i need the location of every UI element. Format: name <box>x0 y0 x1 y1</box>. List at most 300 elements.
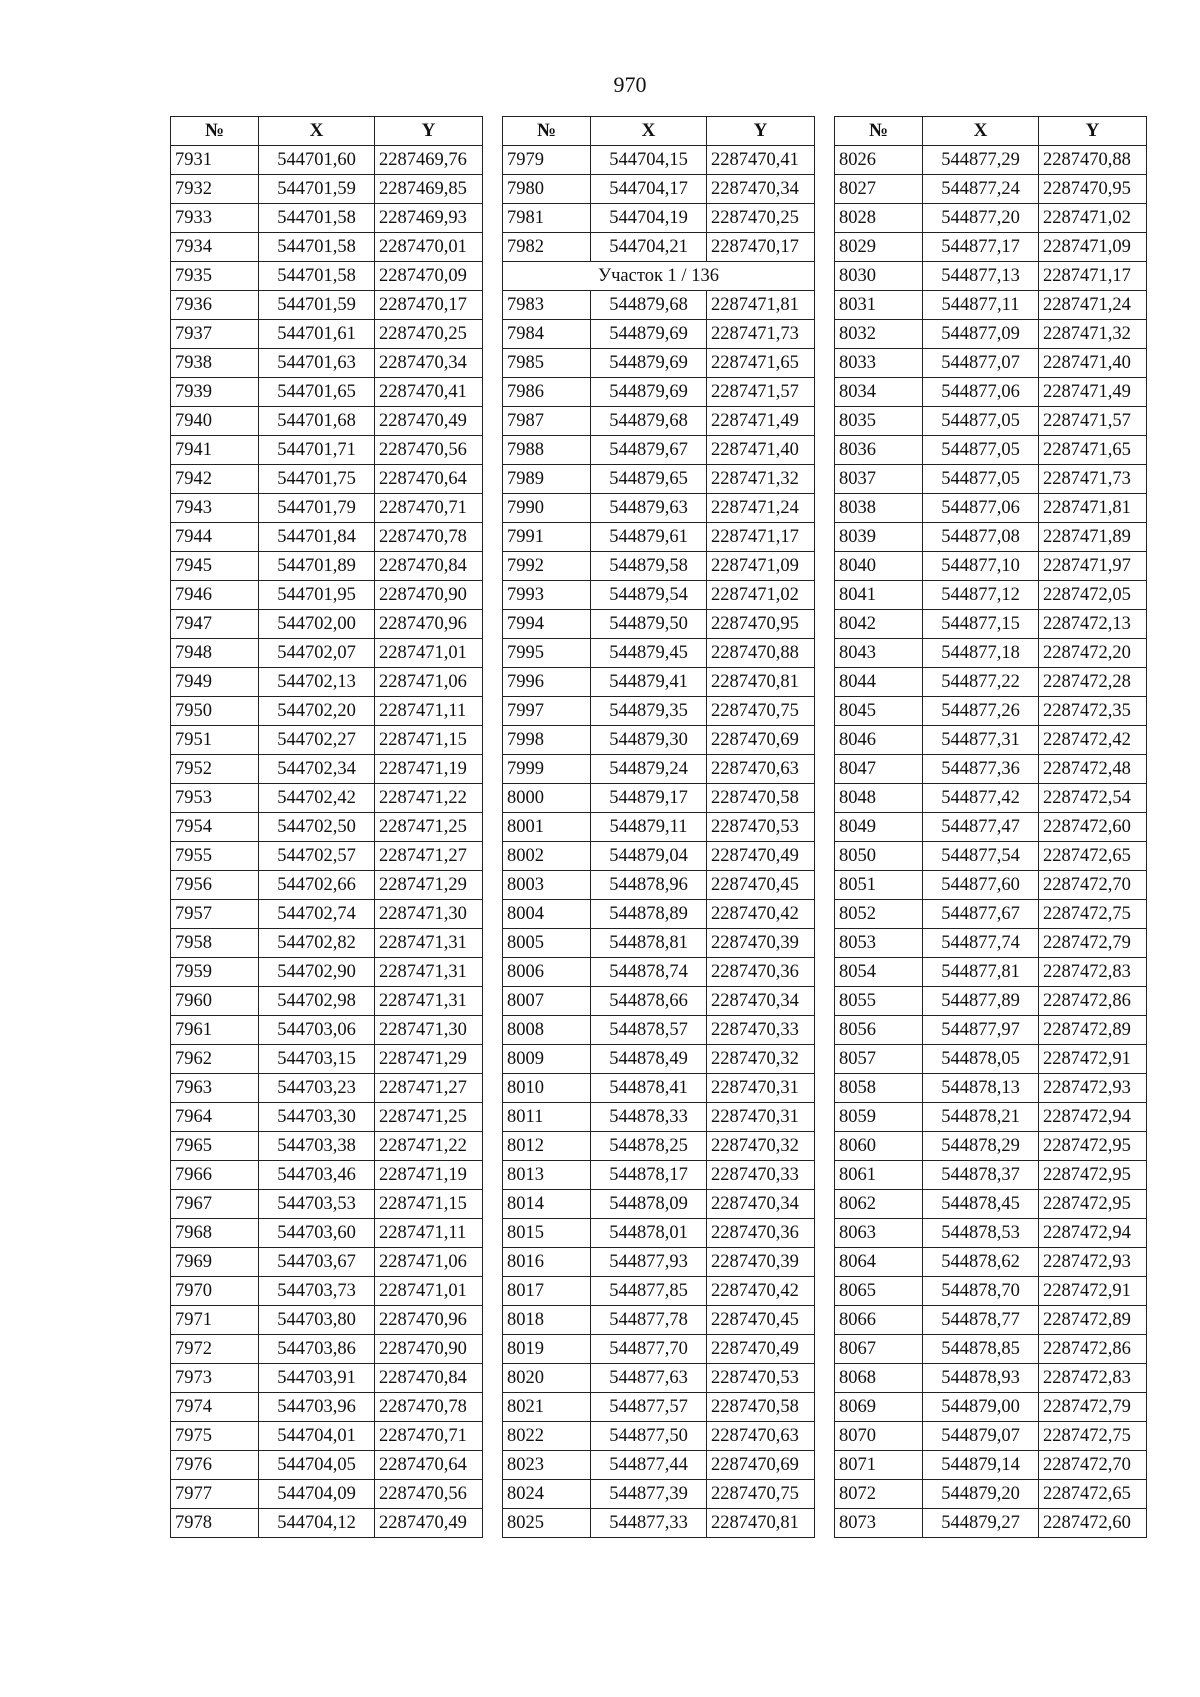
x-coordinate-cell: 544877,81 <box>923 958 1039 987</box>
x-coordinate-cell: 544879,20 <box>923 1480 1039 1509</box>
y-coordinate-cell: 2287471,22 <box>375 784 483 813</box>
y-coordinate-cell: 2287471,15 <box>375 1190 483 1219</box>
point-number-cell: 8049 <box>835 813 923 842</box>
x-coordinate-cell: 544877,50 <box>591 1422 707 1451</box>
point-number-cell: 7975 <box>171 1422 259 1451</box>
point-number-cell: 8040 <box>835 552 923 581</box>
table-row <box>503 1393 815 1422</box>
y-coordinate-cell: 2287471,06 <box>375 1248 483 1277</box>
table-row <box>835 1364 1147 1393</box>
point-number-cell: 7992 <box>503 552 591 581</box>
y-coordinate-cell: 2287470,32 <box>707 1045 815 1074</box>
x-coordinate-cell: 544879,30 <box>591 726 707 755</box>
table-row <box>835 1132 1147 1161</box>
x-coordinate-cell: 544878,49 <box>591 1045 707 1074</box>
table-row <box>503 175 815 204</box>
x-coordinate-cell: 544701,75 <box>259 465 375 494</box>
x-coordinate-cell: 544702,98 <box>259 987 375 1016</box>
x-coordinate-cell: 544877,70 <box>591 1335 707 1364</box>
x-coordinate-cell: 544877,26 <box>923 697 1039 726</box>
x-coordinate-cell: 544701,61 <box>259 320 375 349</box>
table-row <box>171 958 483 987</box>
table-row <box>835 1016 1147 1045</box>
table-row <box>503 436 815 465</box>
x-coordinate-cell: 544878,21 <box>923 1103 1039 1132</box>
y-coordinate-cell: 2287470,58 <box>707 784 815 813</box>
point-number-cell: 8010 <box>503 1074 591 1103</box>
y-coordinate-cell: 2287470,81 <box>707 1509 815 1538</box>
y-coordinate-cell: 2287470,95 <box>1039 175 1147 204</box>
y-coordinate-cell: 2287471,11 <box>375 1219 483 1248</box>
table-row <box>835 436 1147 465</box>
y-coordinate-cell: 2287472,86 <box>1039 987 1147 1016</box>
y-coordinate-cell: 2287472,70 <box>1039 1451 1147 1480</box>
point-number-cell: 8024 <box>503 1480 591 1509</box>
table-row <box>503 552 815 581</box>
point-number-cell: 8056 <box>835 1016 923 1045</box>
y-coordinate-cell: 2287472,65 <box>1039 842 1147 871</box>
x-coordinate-cell: 544877,24 <box>923 175 1039 204</box>
y-coordinate-cell: 2287471,01 <box>375 639 483 668</box>
y-coordinate-cell: 2287471,15 <box>375 726 483 755</box>
y-coordinate-cell: 2287472,13 <box>1039 610 1147 639</box>
point-number-cell: 8044 <box>835 668 923 697</box>
x-coordinate-cell: 544879,68 <box>591 291 707 320</box>
point-number-cell: 8060 <box>835 1132 923 1161</box>
point-number-cell: 7957 <box>171 900 259 929</box>
y-coordinate-cell: 2287471,32 <box>707 465 815 494</box>
table-row <box>503 1161 815 1190</box>
y-coordinate-cell: 2287470,71 <box>375 1422 483 1451</box>
x-coordinate-cell: 544879,61 <box>591 523 707 552</box>
table-row <box>835 552 1147 581</box>
point-number-cell: 8009 <box>503 1045 591 1074</box>
point-number-cell: 8007 <box>503 987 591 1016</box>
x-coordinate-cell: 544879,35 <box>591 697 707 726</box>
point-number-cell: 7969 <box>171 1248 259 1277</box>
x-coordinate-cell: 544878,66 <box>591 987 707 1016</box>
table-row <box>171 871 483 900</box>
point-number-cell: 7997 <box>503 697 591 726</box>
y-coordinate-cell: 2287472,60 <box>1039 1509 1147 1538</box>
table-row <box>835 407 1147 436</box>
y-coordinate-cell: 2287470,78 <box>375 523 483 552</box>
table-row <box>835 349 1147 378</box>
y-coordinate-cell: 2287470,84 <box>375 1364 483 1393</box>
table-row <box>171 784 483 813</box>
point-number-cell: 8012 <box>503 1132 591 1161</box>
y-coordinate-cell: 2287470,78 <box>375 1393 483 1422</box>
y-coordinate-cell: 2287470,56 <box>375 1480 483 1509</box>
x-coordinate-cell: 544877,47 <box>923 813 1039 842</box>
table-row <box>835 958 1147 987</box>
y-coordinate-cell: 2287471,11 <box>375 697 483 726</box>
y-coordinate-cell: 2287471,30 <box>375 900 483 929</box>
point-number-cell: 7938 <box>171 349 259 378</box>
point-number-cell: 8047 <box>835 755 923 784</box>
point-number-cell: 7944 <box>171 523 259 552</box>
y-coordinate-cell: 2287470,34 <box>707 1190 815 1219</box>
header-y: Y <box>375 117 483 146</box>
y-coordinate-cell: 2287470,39 <box>707 1248 815 1277</box>
point-number-cell: 7947 <box>171 610 259 639</box>
x-coordinate-cell: 544879,14 <box>923 1451 1039 1480</box>
y-coordinate-cell: 2287470,49 <box>375 1509 483 1538</box>
point-number-cell: 8036 <box>835 436 923 465</box>
y-coordinate-cell: 2287471,29 <box>375 1045 483 1074</box>
y-coordinate-cell: 2287471,17 <box>1039 262 1147 291</box>
table-row <box>171 1103 483 1132</box>
y-coordinate-cell: 2287472,89 <box>1039 1016 1147 1045</box>
x-coordinate-cell: 544704,17 <box>591 175 707 204</box>
point-number-cell: 7931 <box>171 146 259 175</box>
header-x: X <box>591 117 707 146</box>
table-row <box>503 755 815 784</box>
table-row <box>171 1335 483 1364</box>
table-row <box>171 349 483 378</box>
x-coordinate-cell: 544877,18 <box>923 639 1039 668</box>
x-coordinate-cell: 544702,13 <box>259 668 375 697</box>
x-coordinate-cell: 544701,63 <box>259 349 375 378</box>
header-number: № <box>171 117 259 146</box>
point-number-cell: 7978 <box>171 1509 259 1538</box>
y-coordinate-cell: 2287470,88 <box>1039 146 1147 175</box>
point-number-cell: 7976 <box>171 1451 259 1480</box>
section-label: Участок 1 / 136 <box>503 262 815 291</box>
point-number-cell: 8018 <box>503 1306 591 1335</box>
x-coordinate-cell: 544703,91 <box>259 1364 375 1393</box>
y-coordinate-cell: 2287470,45 <box>707 871 815 900</box>
y-coordinate-cell: 2287470,32 <box>707 1132 815 1161</box>
point-number-cell: 7985 <box>503 349 591 378</box>
y-coordinate-cell: 2287472,93 <box>1039 1248 1147 1277</box>
y-coordinate-cell: 2287470,17 <box>375 291 483 320</box>
y-coordinate-cell: 2287471,17 <box>707 523 815 552</box>
x-coordinate-cell: 544877,10 <box>923 552 1039 581</box>
x-coordinate-cell: 544703,23 <box>259 1074 375 1103</box>
x-coordinate-cell: 544703,60 <box>259 1219 375 1248</box>
x-coordinate-cell: 544878,57 <box>591 1016 707 1045</box>
point-number-cell: 7972 <box>171 1335 259 1364</box>
y-coordinate-cell: 2287471,02 <box>1039 204 1147 233</box>
x-coordinate-cell: 544701,89 <box>259 552 375 581</box>
y-coordinate-cell: 2287472,93 <box>1039 1074 1147 1103</box>
table-row <box>835 1248 1147 1277</box>
table-row <box>503 929 815 958</box>
x-coordinate-cell: 544702,34 <box>259 755 375 784</box>
point-number-cell: 7989 <box>503 465 591 494</box>
y-coordinate-cell: 2287472,79 <box>1039 1393 1147 1422</box>
x-coordinate-cell: 544704,19 <box>591 204 707 233</box>
y-coordinate-cell: 2287471,65 <box>707 349 815 378</box>
point-number-cell: 7994 <box>503 610 591 639</box>
y-coordinate-cell: 2287471,57 <box>707 378 815 407</box>
x-coordinate-cell: 544877,29 <box>923 146 1039 175</box>
x-coordinate-cell: 544879,67 <box>591 436 707 465</box>
x-coordinate-cell: 544702,50 <box>259 813 375 842</box>
x-coordinate-cell: 544878,05 <box>923 1045 1039 1074</box>
point-number-cell: 8037 <box>835 465 923 494</box>
point-number-cell: 8000 <box>503 784 591 813</box>
point-number-cell: 7933 <box>171 204 259 233</box>
x-coordinate-cell: 544704,05 <box>259 1451 375 1480</box>
y-coordinate-cell: 2287470,75 <box>707 697 815 726</box>
x-coordinate-cell: 544877,44 <box>591 1451 707 1480</box>
x-coordinate-cell: 544879,45 <box>591 639 707 668</box>
table-row <box>171 1190 483 1219</box>
table-row <box>171 639 483 668</box>
x-coordinate-cell: 544877,89 <box>923 987 1039 1016</box>
y-coordinate-cell: 2287470,09 <box>375 262 483 291</box>
y-coordinate-cell: 2287471,09 <box>1039 233 1147 262</box>
table-row <box>835 1393 1147 1422</box>
point-number-cell: 7946 <box>171 581 259 610</box>
point-number-cell: 8032 <box>835 320 923 349</box>
table-row <box>503 494 815 523</box>
y-coordinate-cell: 2287470,33 <box>707 1016 815 1045</box>
x-coordinate-cell: 544702,74 <box>259 900 375 929</box>
point-number-cell: 8035 <box>835 407 923 436</box>
table-row <box>171 668 483 697</box>
x-coordinate-cell: 544703,73 <box>259 1277 375 1306</box>
point-number-cell: 8050 <box>835 842 923 871</box>
table-row <box>171 1045 483 1074</box>
y-coordinate-cell: 2287470,69 <box>707 726 815 755</box>
x-coordinate-cell: 544878,09 <box>591 1190 707 1219</box>
point-number-cell: 7953 <box>171 784 259 813</box>
table-row <box>835 1161 1147 1190</box>
y-coordinate-cell: 2287470,63 <box>707 1422 815 1451</box>
point-number-cell: 7961 <box>171 1016 259 1045</box>
x-coordinate-cell: 544877,93 <box>591 1248 707 1277</box>
table-row <box>503 842 815 871</box>
y-coordinate-cell: 2287470,63 <box>707 755 815 784</box>
x-coordinate-cell: 544879,63 <box>591 494 707 523</box>
x-coordinate-cell: 544701,59 <box>259 175 375 204</box>
table-row <box>835 871 1147 900</box>
y-coordinate-cell: 2287470,33 <box>707 1161 815 1190</box>
point-number-cell: 8051 <box>835 871 923 900</box>
y-coordinate-cell: 2287471,49 <box>707 407 815 436</box>
x-coordinate-cell: 544701,79 <box>259 494 375 523</box>
y-coordinate-cell: 2287471,22 <box>375 1132 483 1161</box>
y-coordinate-cell: 2287471,73 <box>707 320 815 349</box>
y-coordinate-cell: 2287471,25 <box>375 813 483 842</box>
y-coordinate-cell: 2287470,39 <box>707 929 815 958</box>
y-coordinate-cell: 2287472,95 <box>1039 1161 1147 1190</box>
x-coordinate-cell: 544701,58 <box>259 262 375 291</box>
x-coordinate-cell: 544701,58 <box>259 204 375 233</box>
table-row <box>171 697 483 726</box>
x-coordinate-cell: 544703,53 <box>259 1190 375 1219</box>
y-coordinate-cell: 2287470,45 <box>707 1306 815 1335</box>
y-coordinate-cell: 2287470,41 <box>707 146 815 175</box>
x-coordinate-cell: 544878,01 <box>591 1219 707 1248</box>
x-coordinate-cell: 544877,74 <box>923 929 1039 958</box>
table-row <box>835 1103 1147 1132</box>
point-number-cell: 8055 <box>835 987 923 1016</box>
x-coordinate-cell: 544878,89 <box>591 900 707 929</box>
x-coordinate-cell: 544701,60 <box>259 146 375 175</box>
point-number-cell: 8030 <box>835 262 923 291</box>
x-coordinate-cell: 544703,80 <box>259 1306 375 1335</box>
x-coordinate-cell: 544879,41 <box>591 668 707 697</box>
x-coordinate-cell: 544877,78 <box>591 1306 707 1335</box>
point-number-cell: 8022 <box>503 1422 591 1451</box>
x-coordinate-cell: 544877,54 <box>923 842 1039 871</box>
x-coordinate-cell: 544878,77 <box>923 1306 1039 1335</box>
table-row <box>835 610 1147 639</box>
x-coordinate-cell: 544879,68 <box>591 407 707 436</box>
point-number-cell: 8002 <box>503 842 591 871</box>
y-coordinate-cell: 2287471,06 <box>375 668 483 697</box>
table-row <box>171 1277 483 1306</box>
table-row <box>171 378 483 407</box>
x-coordinate-cell: 544877,60 <box>923 871 1039 900</box>
table-row <box>503 146 815 175</box>
point-number-cell: 7934 <box>171 233 259 262</box>
y-coordinate-cell: 2287470,53 <box>707 813 815 842</box>
x-coordinate-cell: 544703,86 <box>259 1335 375 1364</box>
table-row <box>503 1219 815 1248</box>
table-row <box>835 1045 1147 1074</box>
x-coordinate-cell: 544702,00 <box>259 610 375 639</box>
table-row <box>171 1480 483 1509</box>
x-coordinate-cell: 544877,20 <box>923 204 1039 233</box>
x-coordinate-cell: 544877,09 <box>923 320 1039 349</box>
y-coordinate-cell: 2287470,34 <box>707 987 815 1016</box>
header-x: X <box>259 117 375 146</box>
point-number-cell: 8046 <box>835 726 923 755</box>
x-coordinate-cell: 544703,15 <box>259 1045 375 1074</box>
table-row <box>835 697 1147 726</box>
point-number-cell: 7965 <box>171 1132 259 1161</box>
y-coordinate-cell: 2287470,17 <box>707 233 815 262</box>
y-coordinate-cell: 2287470,84 <box>375 552 483 581</box>
x-coordinate-cell: 544877,06 <box>923 378 1039 407</box>
table-row <box>835 842 1147 871</box>
point-number-cell: 8023 <box>503 1451 591 1480</box>
table-row <box>503 813 815 842</box>
point-number-cell: 7939 <box>171 378 259 407</box>
point-number-cell: 7986 <box>503 378 591 407</box>
x-coordinate-cell: 544702,57 <box>259 842 375 871</box>
x-coordinate-cell: 544702,66 <box>259 871 375 900</box>
x-coordinate-cell: 544877,17 <box>923 233 1039 262</box>
point-number-cell: 8019 <box>503 1335 591 1364</box>
x-coordinate-cell: 544879,00 <box>923 1393 1039 1422</box>
x-coordinate-cell: 544702,42 <box>259 784 375 813</box>
point-number-cell: 8021 <box>503 1393 591 1422</box>
table-row <box>835 668 1147 697</box>
table-row <box>171 233 483 262</box>
y-coordinate-cell: 2287472,79 <box>1039 929 1147 958</box>
point-number-cell: 7937 <box>171 320 259 349</box>
point-number-cell: 8068 <box>835 1364 923 1393</box>
point-number-cell: 8042 <box>835 610 923 639</box>
x-coordinate-cell: 544878,37 <box>923 1161 1039 1190</box>
x-coordinate-cell: 544703,06 <box>259 1016 375 1045</box>
point-number-cell: 7988 <box>503 436 591 465</box>
table-row <box>835 1335 1147 1364</box>
point-number-cell: 8005 <box>503 929 591 958</box>
point-number-cell: 7940 <box>171 407 259 436</box>
table-row <box>171 610 483 639</box>
y-coordinate-cell: 2287470,49 <box>707 1335 815 1364</box>
x-coordinate-cell: 544701,58 <box>259 233 375 262</box>
y-coordinate-cell: 2287472,65 <box>1039 1480 1147 1509</box>
y-coordinate-cell: 2287472,94 <box>1039 1219 1147 1248</box>
y-coordinate-cell: 2287471,25 <box>375 1103 483 1132</box>
table-row <box>503 1277 815 1306</box>
y-coordinate-cell: 2287471,29 <box>375 871 483 900</box>
point-number-cell: 7945 <box>171 552 259 581</box>
point-number-cell: 8071 <box>835 1451 923 1480</box>
y-coordinate-cell: 2287471,24 <box>1039 291 1147 320</box>
point-number-cell: 7995 <box>503 639 591 668</box>
y-coordinate-cell: 2287472,20 <box>1039 639 1147 668</box>
point-number-cell: 8054 <box>835 958 923 987</box>
table-row <box>835 523 1147 552</box>
y-coordinate-cell: 2287471,97 <box>1039 552 1147 581</box>
table-row <box>835 494 1147 523</box>
point-number-cell: 7980 <box>503 175 591 204</box>
y-coordinate-cell: 2287470,64 <box>375 465 483 494</box>
x-coordinate-cell: 544878,17 <box>591 1161 707 1190</box>
x-coordinate-cell: 544877,07 <box>923 349 1039 378</box>
y-coordinate-cell: 2287470,42 <box>707 1277 815 1306</box>
point-number-cell: 8070 <box>835 1422 923 1451</box>
y-coordinate-cell: 2287469,85 <box>375 175 483 204</box>
x-coordinate-cell: 544877,06 <box>923 494 1039 523</box>
point-number-cell: 8059 <box>835 1103 923 1132</box>
x-coordinate-cell: 544877,22 <box>923 668 1039 697</box>
y-coordinate-cell: 2287472,83 <box>1039 1364 1147 1393</box>
x-coordinate-cell: 544702,07 <box>259 639 375 668</box>
header-x: X <box>923 117 1039 146</box>
table-row <box>503 1306 815 1335</box>
y-coordinate-cell: 2287472,35 <box>1039 697 1147 726</box>
point-number-cell: 7973 <box>171 1364 259 1393</box>
point-number-cell: 7984 <box>503 320 591 349</box>
x-coordinate-cell: 544703,67 <box>259 1248 375 1277</box>
table-row <box>835 755 1147 784</box>
x-coordinate-cell: 544703,46 <box>259 1161 375 1190</box>
table-row <box>503 1132 815 1161</box>
point-number-cell: 7999 <box>503 755 591 784</box>
point-number-cell: 8031 <box>835 291 923 320</box>
x-coordinate-cell: 544704,12 <box>259 1509 375 1538</box>
x-coordinate-cell: 544877,13 <box>923 262 1039 291</box>
point-number-cell: 7981 <box>503 204 591 233</box>
y-coordinate-cell: 2287470,41 <box>375 378 483 407</box>
table-row <box>171 929 483 958</box>
point-number-cell: 7974 <box>171 1393 259 1422</box>
y-coordinate-cell: 2287470,49 <box>707 842 815 871</box>
point-number-cell: 7990 <box>503 494 591 523</box>
x-coordinate-cell: 544877,97 <box>923 1016 1039 1045</box>
point-number-cell: 7968 <box>171 1219 259 1248</box>
x-coordinate-cell: 544878,33 <box>591 1103 707 1132</box>
point-number-cell: 7991 <box>503 523 591 552</box>
y-coordinate-cell: 2287472,83 <box>1039 958 1147 987</box>
table-row <box>835 726 1147 755</box>
point-number-cell: 8062 <box>835 1190 923 1219</box>
y-coordinate-cell: 2287471,81 <box>707 291 815 320</box>
y-coordinate-cell: 2287471,09 <box>707 552 815 581</box>
x-coordinate-cell: 544704,21 <box>591 233 707 262</box>
point-number-cell: 8052 <box>835 900 923 929</box>
